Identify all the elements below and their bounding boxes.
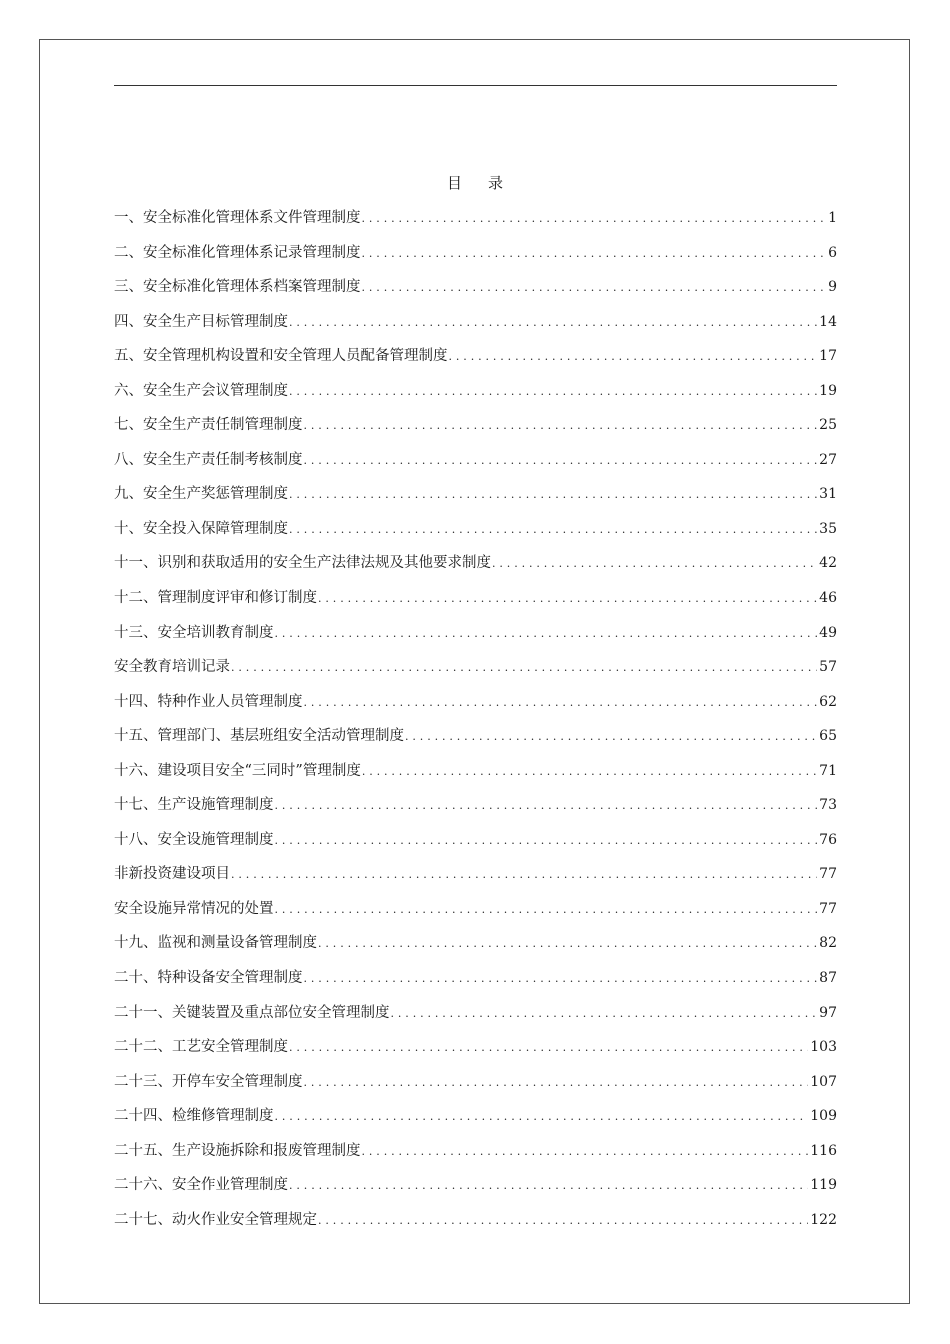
toc-entry-page: 65 (819, 728, 837, 745)
toc-entry[interactable] (114, 311, 837, 346)
toc-entry[interactable] (114, 622, 837, 657)
toc-entry-title: 二十五、生产设施拆除和报废管理制度 (114, 1142, 361, 1159)
toc-entry[interactable] (114, 1140, 837, 1175)
toc-entry[interactable] (114, 898, 837, 933)
toc-entry-title: 一、安全标准化管理体系文件管理制度 (114, 210, 361, 226)
toc-dot-leader (289, 519, 817, 541)
toc-entry[interactable] (114, 1071, 837, 1106)
toc-dot-leader (231, 864, 817, 886)
toc-entry[interactable] (114, 207, 837, 242)
toc-entry-page: 116 (810, 1142, 837, 1159)
toc-dot-leader (318, 933, 817, 955)
toc-entry-title: 十三、安全培训教育制度 (114, 624, 274, 641)
toc-dot-leader (304, 450, 818, 472)
toc-entry-page: 6 (828, 244, 837, 261)
toc-entry-title: 十九、监视和测量设备管理制度 (114, 935, 317, 952)
toc-entry-page: 14 (819, 313, 837, 330)
toc-dot-leader (304, 1072, 809, 1094)
toc-entry[interactable] (114, 345, 837, 380)
toc-entry-title: 二十、特种设备安全管理制度 (114, 970, 303, 987)
toc-dot-leader (289, 381, 817, 403)
toc-dot-leader (289, 1175, 808, 1197)
toc-title-char: 目 (446, 174, 462, 192)
toc-entry-page: 77 (819, 866, 837, 883)
toc-dot-leader (492, 553, 817, 575)
toc-entry-page: 122 (810, 1211, 837, 1228)
toc-dot-leader (391, 1003, 818, 1025)
toc-entry-title: 十八、安全设施管理制度 (114, 831, 274, 848)
toc-dot-leader (362, 208, 827, 230)
toc-entry-title: 二十三、开停车安全管理制度 (114, 1073, 303, 1090)
toc-entry-title: 十四、特种作业人员管理制度 (114, 693, 303, 710)
toc-entry-page: 35 (819, 520, 837, 537)
toc-entry-page: 27 (819, 451, 837, 468)
toc-entry[interactable] (114, 1036, 837, 1071)
toc-dot-leader (304, 415, 818, 437)
toc-dot-leader (275, 623, 818, 645)
toc-entry-title: 非新投资建设项目 (114, 866, 230, 883)
toc-entry[interactable] (114, 691, 837, 726)
toc-entry-title: 三、安全标准化管理体系档案管理制度 (114, 279, 361, 296)
toc-entry[interactable] (114, 725, 837, 760)
toc-entry-title: 十五、管理部门、基层班组安全活动管理制度 (114, 728, 404, 745)
toc-dot-leader (275, 830, 818, 852)
toc-entry-title: 二十六、安全作业管理制度 (114, 1177, 288, 1194)
toc-entry[interactable] (114, 587, 837, 622)
toc-dot-leader (289, 484, 817, 506)
toc-entry-page: 9 (828, 279, 837, 296)
toc-entry[interactable] (114, 656, 837, 691)
toc-entry[interactable] (114, 483, 837, 518)
table-of-contents (114, 207, 837, 1243)
toc-entry-page: 77 (819, 900, 837, 917)
toc-dot-leader (362, 1141, 809, 1163)
toc-entry-title: 二十一、关键装置及重点部位安全管理制度 (114, 1004, 390, 1021)
toc-entry-title: 七、安全生产责任制管理制度 (114, 417, 303, 434)
toc-entry[interactable] (114, 1174, 837, 1209)
toc-entry[interactable] (114, 967, 837, 1002)
toc-entry-page: 97 (819, 1004, 837, 1021)
toc-entry-title: 十六、建设项目安全“三同时”管理制度 (114, 762, 361, 779)
toc-entry-title: 八、安全生产责任制考核制度 (114, 451, 303, 468)
toc-dot-leader (275, 899, 818, 921)
toc-entry[interactable] (114, 242, 837, 277)
toc-entry[interactable] (114, 518, 837, 553)
toc-entry-page: 119 (810, 1177, 837, 1194)
toc-entry[interactable] (114, 794, 837, 829)
toc-entry-page: 87 (819, 970, 837, 987)
toc-entry[interactable] (114, 380, 837, 415)
toc-title-char: 录 (488, 174, 504, 192)
toc-dot-leader (405, 726, 817, 748)
toc-entry[interactable] (114, 449, 837, 484)
toc-entry[interactable] (114, 760, 837, 795)
toc-entry-title: 二十七、动火作业安全管理规定 (114, 1211, 317, 1228)
toc-dot-leader (318, 1210, 808, 1232)
toc-entry[interactable] (114, 829, 837, 864)
toc-entry-title: 十二、管理制度评审和修订制度 (114, 590, 317, 607)
toc-dot-leader (289, 312, 817, 334)
toc-entry[interactable] (114, 932, 837, 967)
toc-dot-leader (449, 346, 818, 368)
toc-entry-page: 57 (819, 659, 837, 676)
toc-dot-leader (362, 761, 817, 783)
toc-entry-title: 安全教育培训记录 (114, 659, 230, 676)
toc-entry-title: 四、安全生产目标管理制度 (114, 313, 288, 330)
toc-dot-leader (362, 243, 827, 265)
toc-entry-page: 107 (810, 1073, 837, 1090)
toc-dot-leader (362, 277, 827, 299)
toc-entry-page: 19 (819, 382, 837, 399)
toc-entry[interactable] (114, 276, 837, 311)
toc-entry-page: 76 (819, 831, 837, 848)
toc-entry-page: 17 (819, 348, 837, 365)
toc-dot-leader (289, 1037, 808, 1059)
toc-entry-title: 二、安全标准化管理体系记录管理制度 (114, 244, 361, 261)
toc-entry-page: 42 (819, 555, 837, 572)
toc-entry-title: 十七、生产设施管理制度 (114, 797, 274, 814)
toc-entry[interactable] (114, 863, 837, 898)
toc-entry-title: 二十二、工艺安全管理制度 (114, 1039, 288, 1056)
toc-dot-leader (275, 795, 818, 817)
toc-entry-page: 73 (819, 797, 837, 814)
toc-entry-page: 62 (819, 693, 837, 710)
toc-title (0, 172, 950, 193)
toc-entry-title: 安全设施异常情况的处置 (114, 900, 274, 917)
toc-entry-page: 25 (819, 417, 837, 434)
toc-entry-page: 71 (819, 762, 837, 779)
toc-dot-leader (304, 968, 818, 990)
toc-entry-title: 五、安全管理机构设置和安全管理人员配备管理制度 (114, 348, 448, 365)
toc-dot-leader (318, 588, 817, 610)
toc-entry-page: 31 (819, 486, 837, 503)
toc-dot-leader (304, 692, 818, 714)
toc-entry-page: 103 (810, 1039, 837, 1056)
toc-entry-page: 46 (819, 590, 837, 607)
toc-entry[interactable] (114, 1002, 837, 1037)
toc-entry[interactable] (114, 1105, 837, 1140)
toc-entry-title: 十、安全投入保障管理制度 (114, 520, 288, 537)
toc-entry-page: 82 (819, 935, 837, 952)
toc-entry[interactable] (114, 1209, 837, 1244)
toc-dot-leader (231, 657, 817, 679)
header-rule (114, 85, 837, 86)
toc-entry-page: 1 (828, 210, 837, 226)
toc-entry-title: 六、安全生产会议管理制度 (114, 382, 288, 399)
toc-entry-page: 109 (810, 1108, 837, 1125)
toc-entry[interactable] (114, 552, 837, 587)
toc-entry-title: 十一、识别和获取适用的安全生产法律法规及其他要求制度 (114, 555, 491, 572)
toc-entry-title: 九、安全生产奖惩管理制度 (114, 486, 288, 503)
toc-entry[interactable] (114, 414, 837, 449)
toc-dot-leader (275, 1106, 809, 1128)
toc-entry-page: 49 (819, 624, 837, 641)
toc-entry-title: 二十四、检维修管理制度 (114, 1108, 274, 1125)
